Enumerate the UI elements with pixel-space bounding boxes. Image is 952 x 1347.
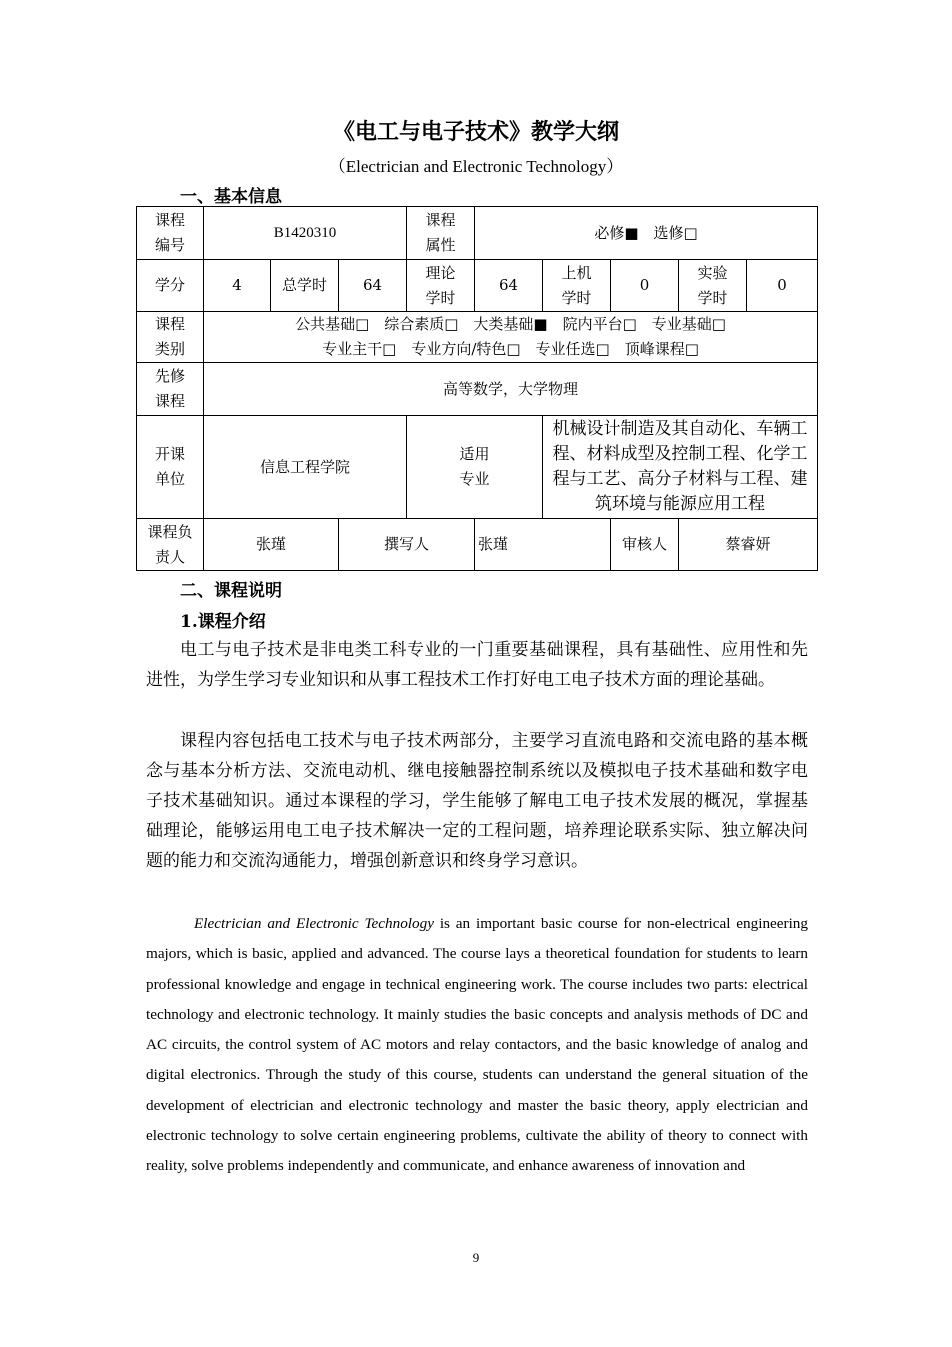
english-body-text: is an important basic course for non-electrical engineering majors, which is basic, applied and advanced. The course lays a theoretical foundation for students to learn professional knowledge and engage in technical engineering work. The course includes two parts: electrical technology and electronic technology. It mainly studies the basic concepts and analysis methods of DC and AC circuits, the control system of AC motors and relay contactors, and the basic knowledge of analog and digital electronics. Through the study of this course, students can understand the general situation of the development of electrician and electronic technology and master the basic theory, apply electrician and electronic technology to solve certain engineering problems, cultivate the ability of theory to connect with reality, solve problems independently and communicate, and enhance awareness of innovation and xyxy=(146,915,808,1175)
dept-label: 开课 单位 xyxy=(137,416,204,519)
reviewer-value: 蔡睿妍 xyxy=(679,519,818,571)
majors-label: 适用 专业 xyxy=(407,416,543,519)
category-options xyxy=(204,312,818,363)
intro-paragraph-2: 课程内容包括电工技术与电子技术两部分，主要学习直流电路和交流电路的基本概念与基本分析方法、交流电动机、继电接触器控制系统以及模拟电子技术基础和数字电子技术基础知识。通过本课程的学习，学生能够了解电工电子技术发展的概况，掌握基础理论，能够运用电工电子技术解决一定的工程问题，培养理论联系实际、独立解决问题的能力和交流沟通能力，增强创新意识和终身学习意识。 xyxy=(146,731,808,871)
basic-info-table xyxy=(136,206,818,571)
page-number: 9 xyxy=(472,1250,480,1265)
intro-paragraph-english xyxy=(146,909,808,1182)
total-hours-label: 总学时 xyxy=(271,260,339,312)
course-code-value: B1420310 xyxy=(204,207,407,260)
course-attr-label: 课程 属性 xyxy=(407,207,475,260)
writer-label: 撰写人 xyxy=(339,519,475,571)
category-options-line1: 公共基础□ 综合素质□ 大类基础■ 院内平台□ 专业基础□ xyxy=(295,315,726,333)
lab-hours-value: 0 xyxy=(747,260,818,312)
writer-value: 张瑾 xyxy=(475,519,611,571)
owner-label: 课程负 责人 xyxy=(137,519,204,571)
course-attr-value: 必修■ 选修□ xyxy=(475,207,818,260)
credit-label: 学分 xyxy=(137,260,204,312)
intro-paragraph-1: 电工与电子技术是非电类工科专业的一门重要基础课程，具有基础性、应用性和先进性，为学生学习专业知识和从事工程技术工作打好电工电子技术方面的理论基础。 xyxy=(146,640,808,690)
reviewer-label: 审核人 xyxy=(611,519,679,571)
course-code-label: 课程 编号 xyxy=(137,207,204,260)
category-label: 课程 类别 xyxy=(137,312,204,363)
total-hours-value: 64 xyxy=(339,260,407,312)
credit-value: 4 xyxy=(204,260,271,312)
document-subtitle: （Electrician and Electronic Technology） xyxy=(328,157,624,176)
prereq-label: 先修 课程 xyxy=(137,363,204,416)
majors-text: 机械设计制造及其自动化、车辆工程、材料成型及控制工程、化学工程与工艺、高分子材料与工程、建筑环境与能源应用工程 xyxy=(552,419,808,514)
section-heading-course-description: 二、课程说明 xyxy=(180,581,282,601)
category-options-line2: 专业主干□ 专业方向/特色□ 专业任选□ 顶峰课程□ xyxy=(322,340,699,358)
dept-value: 信息工程学院 xyxy=(204,416,407,519)
computer-hours-value: 0 xyxy=(611,260,679,312)
english-course-name: Electrician and Electronic Technology xyxy=(194,915,434,932)
owner-value: 张瑾 xyxy=(204,519,339,571)
document-title: 《电工与电子技术》教学大纲 xyxy=(332,119,619,145)
theory-hours-label: 理论 学时 xyxy=(407,260,475,312)
theory-hours-value: 64 xyxy=(475,260,543,312)
lab-hours-label: 实验 学时 xyxy=(679,260,747,312)
prereq-value: 高等数学，大学物理 xyxy=(204,363,818,416)
majors-value xyxy=(543,416,818,519)
section-heading-basic-info: 一、基本信息 xyxy=(180,187,282,207)
computer-hours-label: 上机 学时 xyxy=(543,260,611,312)
subsection-heading-course-intro: 1.课程介绍 xyxy=(180,612,266,632)
